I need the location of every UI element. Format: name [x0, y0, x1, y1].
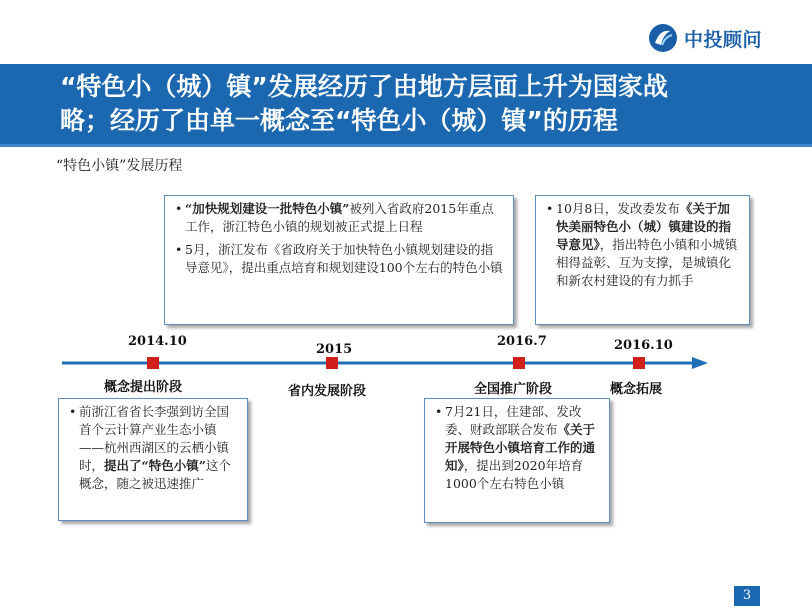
callout-item [177, 200, 505, 236]
timeline-stage: 全国推广阶段 [474, 382, 553, 397]
callout-box-2016-7 [424, 398, 610, 523]
timeline-stage: 概念拓展 [610, 382, 663, 397]
callout-box-2016-10 [535, 195, 750, 325]
logo-text: 中投顾问 [684, 28, 763, 51]
zt-logo-icon [648, 23, 678, 53]
timeline-date: 2015 [316, 342, 353, 357]
timeline-stage: 概念提出阶段 [104, 380, 183, 395]
section-subtitle: “特色小镇”发展历程 [56, 158, 183, 174]
callout-bold-text: “特色小镇” [141, 458, 206, 473]
callout-box-2015 [164, 195, 514, 325]
page-title [60, 70, 780, 138]
title-banner [0, 64, 812, 147]
callout-item [177, 241, 505, 277]
callout-text: ，指出特色小镇和小城镇相得益彰、互为支撑，是城镇化和新农村建设的有力抓手 [556, 237, 738, 288]
callout-bold-text: 《关于加快美丽特色小（城）镇建设的指导意见》 [556, 201, 732, 252]
callout-text: 10月8日，发改委发布 [556, 201, 680, 216]
callout-item [437, 403, 601, 493]
callout-bold-text: 《关于开展特色小镇培育工作的通知》 [445, 422, 596, 473]
callout-box-2014-10 [58, 398, 248, 521]
company-logo [648, 22, 762, 54]
callout-text: 5月，浙江发布《省政府关于加快特色小镇规划建设的指导意见》，提出重点培育和规划建设100个左右的特色小镇 [185, 242, 503, 275]
callout-text: 这个概念，随之被迅速推广 [79, 458, 231, 491]
callout-text: 被列入省政府2015年重点工作，浙江特色小镇的规划被正式提上日程 [185, 201, 494, 234]
callout-bold-text: “加快规划建设一批特色小镇” [185, 201, 350, 216]
title-line-1: “特色小（城）镇”发展经历了由地方层面上升为国家战 [60, 72, 668, 101]
timeline-stage: 省内发展阶段 [288, 384, 367, 399]
timeline-node-2014-10 [147, 357, 159, 369]
title-line-2: 略；经历了由单一概念至“特色小（城）镇”的历程 [60, 106, 618, 135]
callout-text: ，提出到2020年培育1000个左右特色小镇 [445, 458, 584, 491]
callout-text: 前浙江省省长李强到访全国首个云计算产业生态小镇——杭州西湖区的云栖小镇时， [79, 404, 230, 473]
callout-item [71, 403, 239, 493]
timeline-node-2015 [326, 357, 338, 369]
timeline [0, 330, 812, 400]
callout-item [548, 200, 741, 290]
timeline-date: 2016.7 [497, 334, 547, 349]
page-number: 3 [734, 586, 760, 606]
callout-bold-text: 提出了 [104, 458, 142, 473]
timeline-arrow-icon [692, 357, 708, 369]
callout-text: 7月21日，住建部、发改委、财政部联合发布 [445, 404, 582, 437]
timeline-node-2016-7 [513, 357, 525, 369]
timeline-node-2016-10 [633, 357, 645, 369]
timeline-date: 2014.10 [128, 334, 187, 349]
timeline-date: 2016.10 [614, 338, 673, 353]
